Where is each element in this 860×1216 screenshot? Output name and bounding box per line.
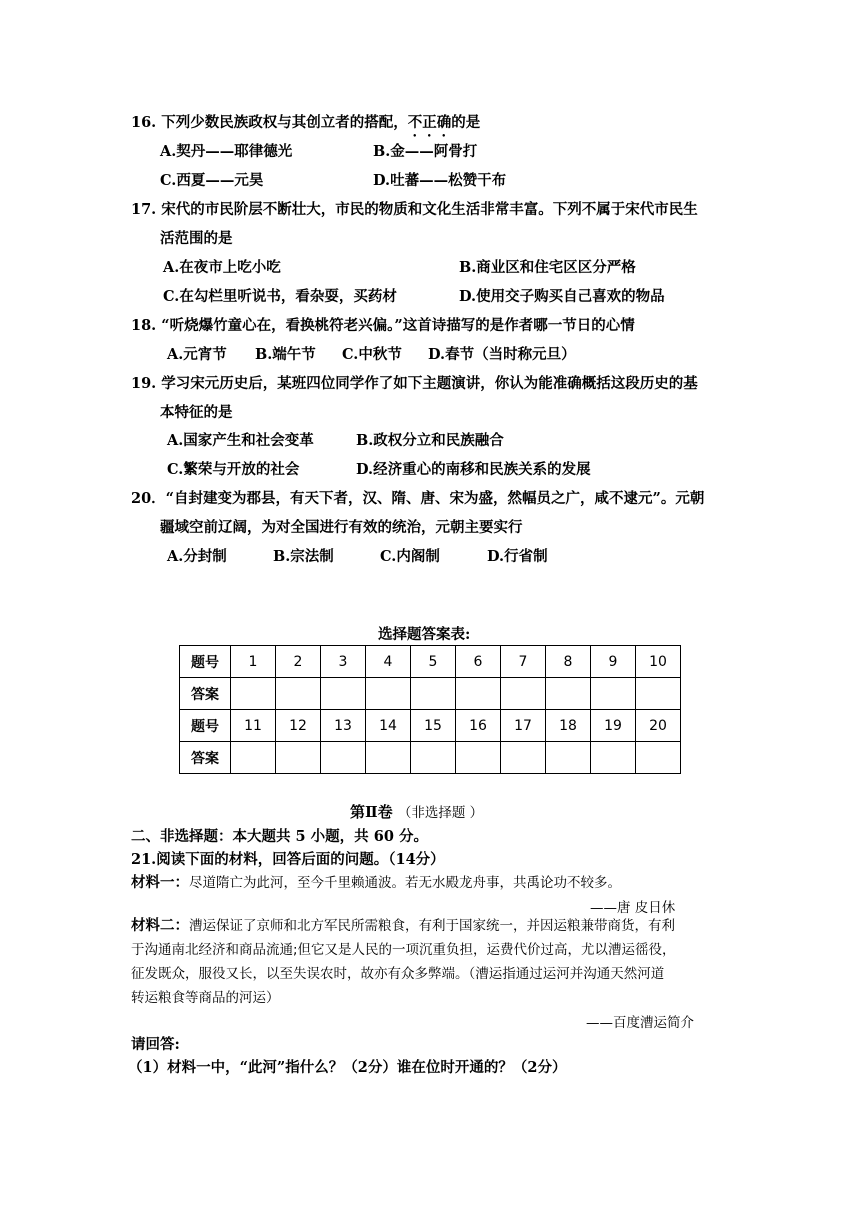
q17-stem-line2: 活范围的是 bbox=[160, 230, 233, 247]
question-number-cell: 13 bbox=[321, 710, 366, 742]
q18-stem: 18. “听烧爆竹童心在，看换桃符老兴偏。”这首诗描写的是作者哪一节日的心情 bbox=[131, 317, 635, 334]
answer-cell[interactable] bbox=[591, 678, 636, 710]
question-number-cell: 10 bbox=[636, 646, 681, 678]
q18-option-b: B.端午节 bbox=[255, 346, 316, 363]
answer-cell[interactable] bbox=[501, 742, 546, 774]
question-number-cell: 17 bbox=[501, 710, 546, 742]
q18-option-d: D.春节（当时称元旦） bbox=[428, 346, 576, 363]
q17-option-a: A.在夜市上吃小吃 bbox=[163, 259, 281, 276]
q16-option-a: A.契丹——耶律德光 bbox=[160, 143, 293, 160]
material-2 bbox=[131, 917, 675, 935]
q20-option-b: B.宗法制 bbox=[273, 548, 334, 565]
q19-option-c: C.繁荣与开放的社会 bbox=[167, 461, 300, 478]
q16-option-d: D.吐蕃——松赞干布 bbox=[373, 172, 507, 189]
material-1-source: ——唐 皮日休 bbox=[590, 900, 676, 916]
answer-cell[interactable] bbox=[321, 678, 366, 710]
q17-option-b: B.商业区和住宅区区分严格 bbox=[459, 259, 636, 276]
question-number-cell: 6 bbox=[456, 646, 501, 678]
material-2-source: ——百度漕运简介 bbox=[586, 1015, 694, 1031]
material-2-line2: 于沟通南北经济和商品流通;但它又是人民的一项沉重负担，运费代价过高，尤以漕运徭役， bbox=[131, 942, 676, 958]
table-row bbox=[180, 678, 681, 710]
question-number-cell: 7 bbox=[501, 646, 546, 678]
q17-stem-line1: 17. 宋代的市民阶层不断壮大，市民的物质和文化生活非常丰富。下列不属于宋代市民生 bbox=[131, 201, 698, 218]
q17-option-d: D.使用交子购买自己喜欢的物品 bbox=[459, 288, 665, 305]
q20-stem-line1: 20．“自封建变为郡县，有天下者，汉、隋、唐、宋为盛，然幅员之广，咸不逮元”。元朝 bbox=[131, 490, 705, 507]
material-2-line1: 漕运保证了京师和北方军民所需粮食，有利于国家统一，并因运粮兼带商货，有利 bbox=[189, 918, 675, 934]
material-2-label: 材料二： bbox=[131, 917, 189, 934]
question-number-cell: 15 bbox=[411, 710, 456, 742]
q17-option-c: C.在勾栏里听说书，看杂耍，买药材 bbox=[163, 288, 397, 305]
material-1-label: 材料一： bbox=[131, 874, 189, 891]
q16-stem: 16. 下列少数民族政权与其创立者的搭配，不正确的是 bbox=[131, 114, 481, 131]
answer-cell[interactable] bbox=[411, 742, 456, 774]
answer-cell[interactable] bbox=[276, 742, 321, 774]
part2-section-heading: 二、非选择题：本大题共 5 小题，共 60 分。 bbox=[131, 828, 428, 845]
q19-stem-line2: 本特征的是 bbox=[160, 404, 233, 421]
answer-table-caption: 选择题答案表: bbox=[378, 626, 471, 643]
table-row-label: 题号 bbox=[180, 710, 231, 742]
q20-stem-line2: 疆域空前辽阔，为对全国进行有效的统治，元朝主要实行 bbox=[160, 519, 523, 536]
question-number-cell: 19 bbox=[591, 710, 636, 742]
answer-cell[interactable] bbox=[546, 678, 591, 710]
question-number-cell: 20 bbox=[636, 710, 681, 742]
answer-cell[interactable] bbox=[276, 678, 321, 710]
answer-cell[interactable] bbox=[231, 742, 276, 774]
answer-cell[interactable] bbox=[456, 742, 501, 774]
question-number-cell: 8 bbox=[546, 646, 591, 678]
q16-emphasis: 不正确 bbox=[407, 114, 452, 131]
question-number-cell: 12 bbox=[276, 710, 321, 742]
answer-cell[interactable] bbox=[411, 678, 456, 710]
part2-title: 第Ⅱ卷 （非选择题 ） bbox=[350, 803, 484, 821]
q19-option-d: D.经济重心的南移和民族关系的发展 bbox=[356, 461, 591, 478]
question-number-cell: 11 bbox=[231, 710, 276, 742]
table-row bbox=[180, 646, 681, 678]
answer-cell[interactable] bbox=[591, 742, 636, 774]
question-number-cell: 1 bbox=[231, 646, 276, 678]
question-number-cell: 14 bbox=[366, 710, 411, 742]
question-number-cell: 5 bbox=[411, 646, 456, 678]
answer-table bbox=[179, 645, 681, 774]
q19-option-b: B.政权分立和民族融合 bbox=[356, 432, 504, 449]
answer-cell[interactable] bbox=[501, 678, 546, 710]
material-2-line3: 征发既众，服役又长，以至失误农时，故亦有众多弊端。（漕运指通过运河并沟通天然河道 bbox=[131, 966, 665, 982]
q21-stem: 21.阅读下面的材料，回答后面的问题。（14分） bbox=[131, 851, 445, 868]
material-1 bbox=[131, 874, 621, 892]
answer-cell[interactable] bbox=[456, 678, 501, 710]
question-number-cell: 3 bbox=[321, 646, 366, 678]
question-number-cell: 4 bbox=[366, 646, 411, 678]
q20-option-c: C.内阁制 bbox=[380, 548, 440, 565]
answer-cell[interactable] bbox=[231, 678, 276, 710]
answer-cell[interactable] bbox=[366, 742, 411, 774]
question-number-cell: 18 bbox=[546, 710, 591, 742]
answer-cell[interactable] bbox=[366, 678, 411, 710]
q20-option-d: D.行省制 bbox=[487, 548, 548, 565]
ask-heading: 请回答: bbox=[131, 1036, 180, 1053]
q16-option-c: C.西夏——元昊 bbox=[160, 172, 264, 189]
answer-cell[interactable] bbox=[546, 742, 591, 774]
q19-stem-line1: 19. 学习宋元历史后，某班四位同学作了如下主题演讲，你认为能准确概括这段历史的基 bbox=[131, 375, 698, 392]
material-2-line4: 转运粮食等商品的河运） bbox=[131, 990, 280, 1006]
table-row-label: 题号 bbox=[180, 646, 231, 678]
answer-cell[interactable] bbox=[636, 742, 681, 774]
q20-option-a: A.分封制 bbox=[167, 548, 227, 565]
table-row-label: 答案 bbox=[180, 678, 231, 710]
question-number-cell: 9 bbox=[591, 646, 636, 678]
q18-option-a: A.元宵节 bbox=[167, 346, 227, 363]
q18-option-c: C.中秋节 bbox=[342, 346, 402, 363]
table-row bbox=[180, 710, 681, 742]
q21-sub1: （1）材料一中，“此河”指什么？（2分）谁在位时开通的？（2分） bbox=[128, 1059, 567, 1076]
question-number-cell: 16 bbox=[456, 710, 501, 742]
material-1-text: 尽道隋亡为此河，至今千里赖通波。若无水殿龙舟事，共禹论功不较多。 bbox=[189, 875, 621, 891]
table-row-label: 答案 bbox=[180, 742, 231, 774]
answer-cell[interactable] bbox=[321, 742, 366, 774]
q16-option-b: B.金——阿骨打 bbox=[373, 143, 478, 160]
answer-cell[interactable] bbox=[636, 678, 681, 710]
table-row bbox=[180, 742, 681, 774]
q19-option-a: A.国家产生和社会变革 bbox=[167, 432, 314, 449]
question-number-cell: 2 bbox=[276, 646, 321, 678]
